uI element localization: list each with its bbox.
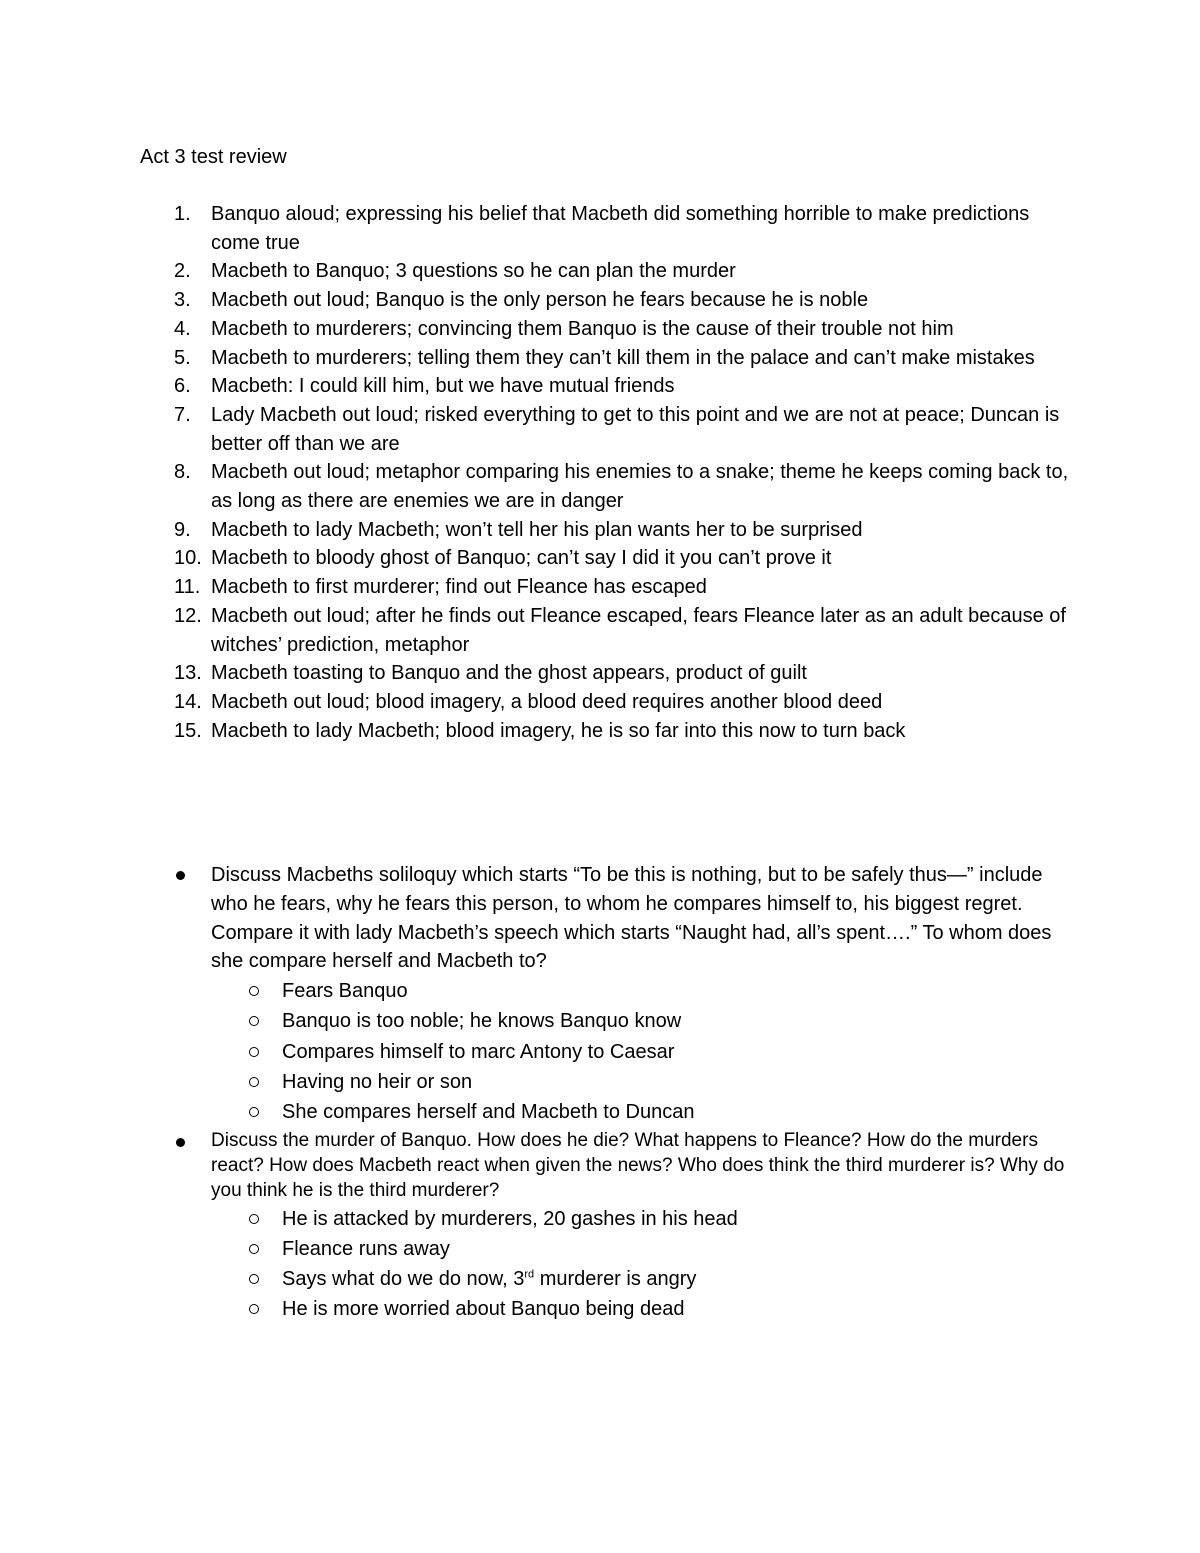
- item-text: Macbeth to Banquo; 3 questions so he can plan the murder: [211, 260, 736, 283]
- list-item: [140, 315, 1080, 344]
- item-text: Lady Macbeth out loud; risked everything to get to this point and we are not at peace; Duncan is better off than we are: [211, 403, 1060, 455]
- list-item: [140, 401, 1080, 458]
- answer-text: He is more worried about Banquo being dead: [282, 1298, 685, 1321]
- item-number: 6.: [174, 375, 191, 398]
- list-item: [140, 544, 1080, 573]
- list-item: [140, 688, 1080, 717]
- numbered-answer-list: [140, 200, 1080, 745]
- hollow-bullet-icon: [249, 1077, 259, 1087]
- item-number: 3.: [174, 289, 191, 312]
- item-number: 2.: [174, 260, 191, 283]
- item-number: 10.: [174, 547, 202, 570]
- answer-item: [140, 1006, 1080, 1036]
- answer-sublist: [211, 1204, 1080, 1325]
- answer-text-part: Says what do we do now, 3: [282, 1268, 525, 1291]
- list-item: [140, 659, 1080, 688]
- item-number: 5.: [174, 346, 191, 369]
- item-number: 4.: [174, 317, 191, 340]
- item-text: Banquo aloud; expressing his belief that Macbeth did something horrible to make predictions come true: [211, 203, 1030, 254]
- answer-text: He is attacked by murderers, 20 gashes in his head: [282, 1207, 738, 1230]
- item-text: Macbeth to bloody ghost of Banquo; can’t say I did it you can’t prove it: [211, 547, 832, 570]
- answer-text: Banquo is too noble; he knows Banquo know: [282, 1010, 682, 1033]
- hollow-bullet-icon: [249, 1274, 259, 1284]
- answer-text: She compares herself and Macbeth to Duncan: [282, 1101, 695, 1124]
- answer-item: [140, 1037, 1080, 1067]
- answer-item: [140, 1204, 1080, 1234]
- answer-text: Having no heir or son: [282, 1071, 473, 1094]
- hollow-bullet-icon: [249, 1016, 259, 1026]
- discussion-item-murder: [140, 1128, 1080, 1325]
- discussion-question: Discuss the murder of Banquo. How does he die? What happens to Fleance? How do the murders react? How does Macbeth react when given the news? Who does think the third murderer is? Why do you think he is the third murderer?: [211, 1129, 1065, 1202]
- answer-item: [140, 1294, 1080, 1324]
- item-text: Macbeth: I could kill him, but we have mutual friends: [211, 375, 675, 398]
- hollow-bullet-icon: [249, 986, 259, 996]
- discussion-list: [140, 861, 1080, 1325]
- item-text: Macbeth out loud; metaphor comparing his enemies to a snake; theme he keeps coming back to, as long as there are enemies we are in danger: [211, 461, 1069, 513]
- list-item: [140, 573, 1080, 602]
- item-text: Macbeth to murderers; convincing them Banquo is the cause of their trouble not him: [211, 317, 954, 340]
- item-text: Macbeth to first murderer; find out Fleance has escaped: [211, 576, 707, 599]
- list-item: [140, 286, 1080, 315]
- list-item: [140, 602, 1080, 659]
- item-number: 9.: [174, 518, 191, 541]
- hollow-bullet-icon: [249, 1107, 259, 1117]
- hollow-bullet-icon: [249, 1244, 259, 1254]
- discussion-item-soliloquy: [140, 861, 1080, 1128]
- item-text: Macbeth out loud; after he finds out Fleance escaped, fears Fleance later as an adult because of witches’ prediction, metaphor: [211, 604, 1066, 656]
- item-number: 13.: [174, 662, 202, 685]
- answer-item: [140, 1264, 1080, 1294]
- bullet-dot-icon: [176, 1138, 185, 1147]
- list-item: [140, 200, 1080, 257]
- item-number: 11.: [174, 576, 201, 599]
- item-text: Macbeth out loud; Banquo is the only person he fears because he is noble: [211, 289, 869, 312]
- item-text: Macbeth to lady Macbeth; won’t tell her his plan wants her to be surprised: [211, 518, 863, 541]
- item-text: Macbeth to murderers; telling them they can’t kill them in the palace and can’t make mistakes: [211, 346, 1035, 369]
- list-item: [140, 344, 1080, 373]
- item-number: 14.: [174, 690, 202, 713]
- bullet-dot-icon: [176, 871, 185, 880]
- answer-text-part: murderer is angry: [534, 1268, 697, 1291]
- list-item: [140, 372, 1080, 401]
- list-item: [140, 717, 1080, 746]
- ordinal-superscript: rd: [524, 1268, 535, 1281]
- list-item: [140, 458, 1080, 515]
- item-text: Macbeth to lady Macbeth; blood imagery, he is so far into this now to turn back: [211, 719, 906, 742]
- answer-text: Fleance runs away: [282, 1237, 450, 1260]
- hollow-bullet-icon: [249, 1214, 259, 1224]
- hollow-bullet-icon: [249, 1047, 259, 1057]
- discussion-question: Discuss Macbeths soliloquy which starts “To be this is nothing, but to be safely thus—” include who he fears, why he fears this person, to whom he compares himself to, his biggest regret. Compare it with lady Macbeth’s speech which starts “Naught had, all’s spent….” To whom does she compare herself and Macbeth to?: [211, 864, 1052, 973]
- item-number: 7.: [174, 403, 191, 426]
- document-title: Act 3 test review: [140, 146, 287, 168]
- answer-item: [140, 1234, 1080, 1264]
- answer-item: [140, 1097, 1080, 1127]
- item-number: 1.: [174, 203, 191, 225]
- item-text: Macbeth toasting to Banquo and the ghost appears, product of guilt: [211, 662, 807, 685]
- list-item: [140, 516, 1080, 545]
- answer-item: [140, 1067, 1080, 1097]
- answer-text: Compares himself to marc Antony to Caesar: [282, 1040, 675, 1063]
- item-number: 8.: [174, 461, 191, 484]
- answer-sublist: [211, 976, 1080, 1127]
- hollow-bullet-icon: [249, 1304, 259, 1314]
- item-number: 12.: [174, 604, 202, 627]
- answer-item: [140, 976, 1080, 1006]
- item-number: 15.: [174, 719, 202, 742]
- item-text: Macbeth out loud; blood imagery, a blood deed requires another blood deed: [211, 690, 883, 713]
- list-item: [140, 257, 1080, 286]
- answer-text: Fears Banquo: [282, 980, 408, 1003]
